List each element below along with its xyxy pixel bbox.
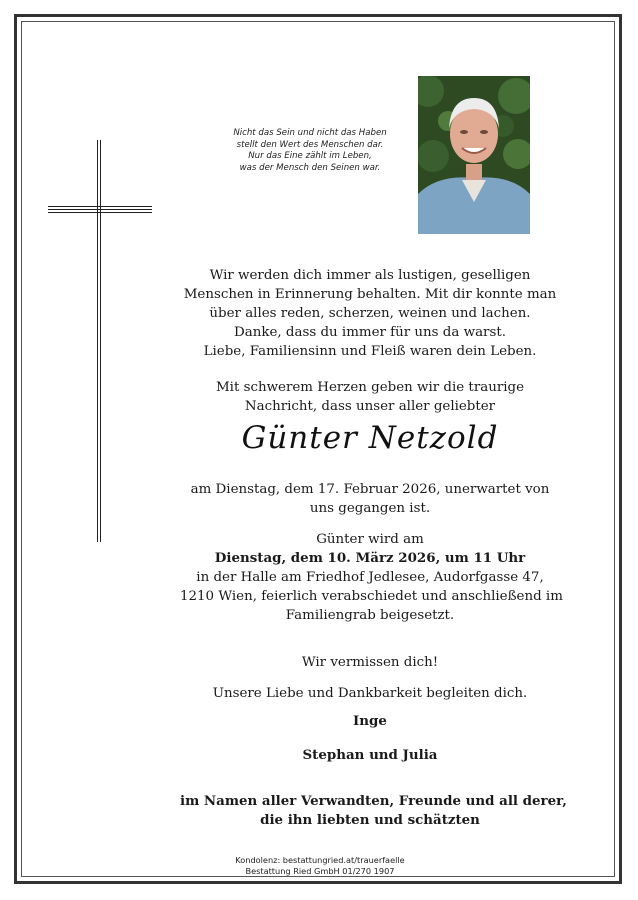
death-notice-line: am Dienstag, dem 17. Februar 2026, unerwartet von <box>190 482 550 497</box>
tribute-line: Menschen in Erinnerung behalten. Mit dir konnte man <box>183 287 557 302</box>
mourner-inge: Inge <box>353 713 387 729</box>
family-line: im Namen aller Verwandten, Freunde und all derer, <box>180 793 567 809</box>
announcement-line: Mit schwerem Herzen geben wir die traurige <box>215 380 525 395</box>
love-text: Unsere Liebe und Dankbarkeit begleiten dich. <box>212 686 528 701</box>
condolence-link[interactable]: Kondolenz: bestattungried.at/trauerfaelle <box>235 855 405 865</box>
funeral-date: Dienstag, dem 10. März 2026, um 11 Uhr <box>214 550 526 566</box>
quote <box>200 128 420 174</box>
cross-bar-icon <box>48 206 152 213</box>
funeral-intro: Günter wird am <box>316 532 424 547</box>
quote-line: was der Mensch den Seinen war. <box>239 162 381 173</box>
quote-line: Nur das Eine zählt im Leben, <box>248 151 372 161</box>
tribute-line: Liebe, Familiensinn und Fleiß waren dein Leben. <box>203 344 537 359</box>
cross-icon <box>97 140 101 542</box>
funeral-line: Familiengrab beigesetzt. <box>285 608 455 623</box>
company-info: Bestattung Ried GmbH 01/270 1907 <box>245 866 395 876</box>
funeral-line: 1210 Wien, feierlich verabschiedet und anschließend im <box>180 589 563 604</box>
funeral-line: in der Halle am Friedhof Jedlesee, Audorfgasse 47, <box>196 570 544 585</box>
deceased-name: Günter Netzold <box>241 420 499 456</box>
death-notice <box>180 480 560 518</box>
death-notice-line: uns gegangen ist. <box>309 501 431 516</box>
quote-line: stellt den Wert des Menschen dar. <box>236 139 384 150</box>
tribute-text <box>180 266 560 361</box>
mourner-stephan-julia: Stephan und Julia <box>302 747 438 763</box>
portrait-photo <box>418 76 530 234</box>
footer <box>220 855 420 877</box>
family-line: die ihn liebten und schätzten <box>260 812 480 828</box>
tribute-line: Wir werden dich immer als lustigen, geselligen <box>209 268 531 283</box>
tribute-line: Danke, dass du immer für uns da warst. <box>234 325 506 340</box>
announcement-text <box>180 378 560 416</box>
miss-text: Wir vermissen dich! <box>301 655 439 670</box>
funeral-details <box>180 530 563 625</box>
quote-line: Nicht das Sein und nicht das Haben <box>233 128 387 138</box>
announcement-line: Nachricht, dass unser aller geliebter <box>244 399 496 414</box>
tribute-line: über alles reden, scherzen, weinen und lachen. <box>209 306 531 321</box>
family-text <box>180 792 567 830</box>
